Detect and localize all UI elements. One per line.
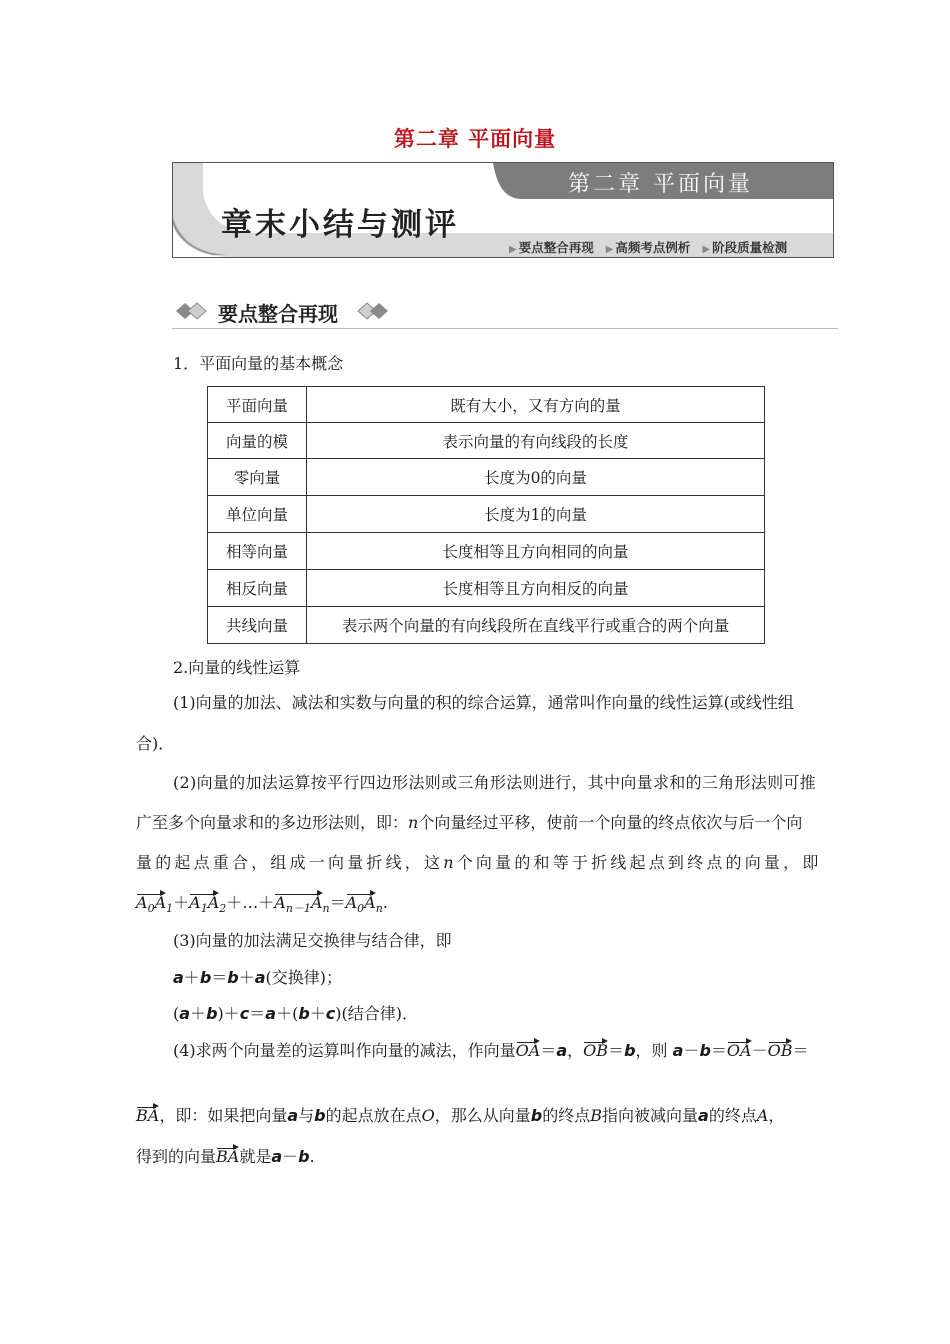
concepts-table (207, 386, 765, 644)
concept-term: 相反向量 (208, 570, 307, 607)
concept-definition: 长度相等且方向相同的向量 (307, 533, 765, 570)
banner-title: 章末小结与测评 (221, 207, 459, 243)
concept-term: 相等向量 (208, 533, 307, 570)
diamond-icon (354, 300, 394, 322)
diamond-icon (172, 300, 212, 322)
formula-associative: (a＋b)＋c＝a＋(b＋c)(结合律)． (173, 1004, 419, 1023)
table-row (208, 423, 765, 459)
concept-definition: 长度为0的向量 (307, 459, 765, 496)
triangle-icon: ▶ (702, 244, 711, 255)
paragraph-text: 量的起点重合，组成一向量折线，这n个向量的和等于折线起点到终点的向量，即 (136, 853, 822, 872)
section-heading-label: 要点整合再现 (218, 302, 338, 326)
concept-term: 平面向量 (208, 387, 307, 423)
paragraph-text: (4)求两个向量差的运算叫作向量的减法，作向量OA＝a，OB＝b，则 a－b＝OA－OB＝ (173, 1041, 809, 1060)
table-row (208, 459, 765, 496)
formula-commutative: a＋b＝b＋a(交换律)； (173, 968, 343, 987)
concept-definition: 既有大小，又有方向的量 (307, 387, 765, 423)
paragraph-text: BA，即：如果把向量a与b的起点放在点O，那么从向量b的终点B指向被减向量a的终点A， (136, 1106, 785, 1125)
paragraph-text: (2)向量的加法运算按平行四边形法则或三角形法则进行，其中向量求和的三角形法则可推 (173, 773, 816, 792)
paragraph-text: 广至多个向量求和的多边形法则，即：n个向量经过平移，使前一个向量的终点依次与后一个向 (136, 813, 803, 832)
banner-links (509, 238, 787, 256)
section-heading (172, 296, 838, 329)
concept-definition: 表示向量的有向线段的长度 (307, 423, 765, 459)
subheading-linear-ops: 2.向量的线性运算 (173, 658, 301, 677)
concept-term: 单位向量 (208, 496, 307, 533)
chapter-title: 第二章 平面向量 (393, 127, 557, 151)
banner-link[interactable]: ▶ 高频考点例析 (605, 240, 691, 255)
concept-definition: 表示两个向量的有向线段所在直线平行或重合的两个向量 (307, 607, 765, 644)
paragraph-text: (3)向量的加法满足交换律与结合律，即 (173, 931, 452, 950)
chapter-banner (172, 162, 834, 258)
banner-chapter-label: 第二章 平面向量 (568, 172, 753, 197)
table-row (208, 496, 765, 533)
table-row (208, 533, 765, 570)
table-row (208, 387, 765, 423)
paragraph-text: 得到的向量BA就是a－b. (136, 1147, 315, 1166)
table-row (208, 570, 765, 607)
triangle-icon: ▶ (509, 244, 517, 255)
subheading-basic-concepts: 1．平面向量的基本概念 (173, 354, 344, 373)
concept-term: 向量的模 (208, 423, 307, 459)
table-row (208, 607, 765, 644)
concept-term: 零向量 (208, 459, 307, 496)
concept-term: 共线向量 (208, 607, 307, 644)
paragraph-text: 合)． (136, 734, 175, 753)
concept-definition: 长度为1的向量 (307, 496, 765, 533)
paragraph-text: (1)向量的加法、减法和实数与向量的积的综合运算，通常叫作向量的线性运算(或线性组 (173, 693, 794, 712)
banner-link[interactable]: ▶ 阶段质量检测 (702, 240, 788, 255)
formula-vector-sum: $A_0A_1+A_1A_2+\dots+A_{n-1}A_n=A_0A_n$. (136, 893, 388, 919)
concept-definition: 长度相等且方向相反的向量 (307, 570, 765, 607)
banner-link[interactable]: ▶ 要点整合再现 (509, 240, 594, 255)
triangle-icon: ▶ (605, 244, 614, 255)
